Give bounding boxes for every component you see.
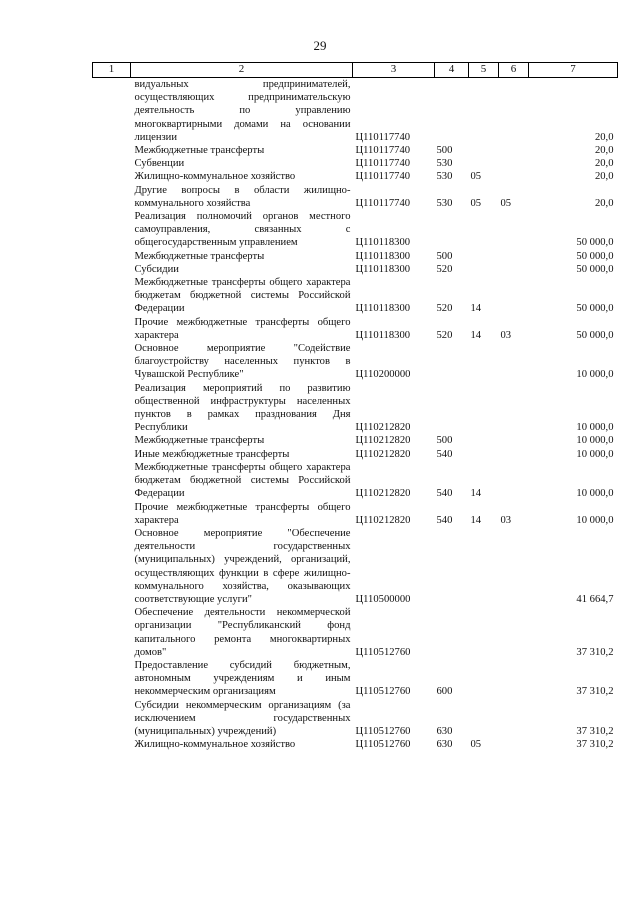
cell-empty bbox=[93, 448, 131, 461]
cell-rz bbox=[469, 342, 499, 382]
table-row bbox=[93, 606, 618, 659]
cell-code: Ц110212820 bbox=[355, 448, 411, 460]
cell-sum: 20,0 bbox=[594, 197, 614, 209]
cell-rz: 14 bbox=[470, 329, 482, 341]
cell-sum: 10 000,0 bbox=[576, 514, 614, 526]
table-row bbox=[93, 382, 618, 435]
cell-vr bbox=[435, 342, 469, 382]
table-body bbox=[93, 78, 618, 752]
cell-pr bbox=[499, 144, 529, 157]
cell-empty bbox=[93, 250, 131, 263]
table-row bbox=[93, 434, 618, 447]
cell-code: Ц110118300 bbox=[355, 303, 411, 315]
cell-pr bbox=[499, 434, 529, 447]
cell-rz: 14 bbox=[470, 488, 482, 500]
cell-code: Ц110117740 bbox=[355, 131, 411, 143]
cell-sum: 50 000,0 bbox=[576, 250, 614, 262]
cell-pr bbox=[499, 170, 529, 183]
cell-sum: 20,0 bbox=[594, 171, 614, 183]
cell-sum: 20,0 bbox=[594, 145, 614, 157]
table-row bbox=[93, 78, 618, 145]
cell-vr: 540 bbox=[436, 448, 453, 460]
cell-rz bbox=[469, 78, 499, 145]
table-row bbox=[93, 263, 618, 276]
cell-name: Межбюджетные трансферты bbox=[134, 250, 265, 262]
cell-name: Прочие межбюджетные трансферты общего характера bbox=[134, 316, 351, 341]
cell-rz bbox=[469, 382, 499, 435]
cell-code: Ц110212820 bbox=[355, 514, 411, 526]
table-row bbox=[93, 144, 618, 157]
cell-pr bbox=[499, 78, 529, 145]
cell-sum: 10 000,0 bbox=[576, 435, 614, 447]
cell-name: Реализация мероприятий по развитию общественной инфраструктуры населенных пунктов в рамках празднования Дня Республики bbox=[134, 382, 351, 434]
cell-rz: 14 bbox=[470, 303, 482, 315]
cell-pr bbox=[499, 659, 529, 699]
cell-code: Ц110118300 bbox=[355, 237, 411, 249]
cell-sum: 50 000,0 bbox=[576, 303, 614, 315]
cell-pr bbox=[499, 699, 529, 739]
table-row bbox=[93, 448, 618, 461]
cell-empty bbox=[93, 699, 131, 739]
table-row bbox=[93, 276, 618, 316]
cell-empty bbox=[93, 527, 131, 606]
cell-rz bbox=[469, 434, 499, 447]
cell-name: Субсидии bbox=[134, 263, 179, 275]
cell-sum: 10 000,0 bbox=[576, 488, 614, 500]
cell-rz bbox=[469, 157, 499, 170]
cell-sum: 50 000,0 bbox=[576, 329, 614, 341]
cell-sum: 37 310,2 bbox=[576, 725, 614, 737]
cell-pr bbox=[499, 738, 529, 751]
cell-vr: 530 bbox=[436, 158, 453, 170]
header-col-6: 6 bbox=[499, 63, 529, 78]
cell-rz: 05 bbox=[470, 739, 482, 751]
cell-sum: 37 310,2 bbox=[576, 646, 614, 658]
cell-empty bbox=[93, 316, 131, 342]
cell-empty bbox=[93, 606, 131, 659]
budget-table bbox=[92, 62, 618, 751]
cell-vr: 520 bbox=[436, 303, 453, 315]
header-col-7: 7 bbox=[529, 63, 618, 78]
cell-sum: 50 000,0 bbox=[576, 237, 614, 249]
cell-sum: 10 000,0 bbox=[576, 369, 614, 381]
cell-empty bbox=[93, 263, 131, 276]
cell-pr bbox=[499, 263, 529, 276]
cell-pr bbox=[499, 382, 529, 435]
cell-vr: 520 bbox=[436, 329, 453, 341]
cell-empty bbox=[93, 342, 131, 382]
cell-code: Ц110200000 bbox=[355, 369, 411, 381]
cell-code: Ц110512760 bbox=[355, 739, 411, 751]
cell-empty bbox=[93, 501, 131, 527]
cell-code: Ц110117740 bbox=[355, 158, 411, 170]
header-col-1: 1 bbox=[93, 63, 131, 78]
cell-name: Субвенции bbox=[134, 158, 185, 170]
cell-rz bbox=[469, 448, 499, 461]
table-row bbox=[93, 250, 618, 263]
cell-pr bbox=[499, 461, 529, 501]
header-col-5: 5 bbox=[469, 63, 499, 78]
cell-code: Ц110212820 bbox=[355, 422, 411, 434]
table-row bbox=[93, 501, 618, 527]
cell-name: Предоставление субсидий бюджетным, автономным учреждениям и иным некоммерческим организациям bbox=[134, 659, 351, 698]
cell-code: Ц110500000 bbox=[355, 593, 411, 605]
cell-name: Субсидии некоммерческим организациям (за исключением государственных (муниципальных) учреждений) bbox=[134, 699, 351, 737]
cell-vr: 630 bbox=[436, 739, 453, 751]
cell-vr: 500 bbox=[436, 145, 453, 157]
cell-code: Ц110512760 bbox=[355, 725, 411, 737]
cell-code: Ц110118300 bbox=[355, 250, 411, 262]
table-row bbox=[93, 659, 618, 699]
cell-vr: 500 bbox=[436, 435, 453, 447]
cell-name: Реализация полномочий органов местного самоуправления, связанных с общегосударственным управлением bbox=[134, 211, 351, 249]
cell-vr: 520 bbox=[436, 263, 453, 275]
cell-sum: 37 310,2 bbox=[576, 686, 614, 698]
cell-pr bbox=[499, 448, 529, 461]
cell-name: Межбюджетные трансферты общего характера бюджетам бюджетной системы Российской Федерации bbox=[134, 277, 351, 315]
cell-code: Ц110117740 bbox=[355, 197, 411, 209]
cell-empty bbox=[93, 276, 131, 316]
cell-vr bbox=[435, 382, 469, 435]
cell-vr: 600 bbox=[436, 686, 453, 698]
table-row bbox=[93, 342, 618, 382]
cell-empty bbox=[93, 434, 131, 447]
table-row bbox=[93, 210, 618, 250]
cell-rz bbox=[469, 144, 499, 157]
cell-empty bbox=[93, 170, 131, 183]
cell-rz bbox=[469, 263, 499, 276]
cell-code: Ц110512760 bbox=[355, 646, 411, 658]
cell-sum: 20,0 bbox=[594, 158, 614, 170]
cell-vr: 630 bbox=[436, 725, 453, 737]
cell-rz bbox=[469, 250, 499, 263]
cell-empty bbox=[93, 144, 131, 157]
table-row bbox=[93, 527, 618, 606]
cell-code: Ц110512760 bbox=[355, 686, 411, 698]
cell-rz: 14 bbox=[470, 514, 482, 526]
cell-name: Иные межбюджетные трансферты bbox=[134, 448, 290, 460]
cell-empty bbox=[93, 78, 131, 145]
cell-pr bbox=[499, 157, 529, 170]
cell-code: Ц110117740 bbox=[355, 171, 411, 183]
cell-pr bbox=[499, 606, 529, 659]
cell-rz bbox=[469, 699, 499, 739]
cell-rz: 05 bbox=[470, 197, 482, 209]
cell-rz bbox=[469, 606, 499, 659]
table-row bbox=[93, 316, 618, 342]
cell-name: Прочие межбюджетные трансферты общего характера bbox=[134, 501, 351, 526]
cell-name: Основное мероприятие "Содействие благоустройству населенных пунктов в Чувашской Республике" bbox=[134, 343, 351, 381]
cell-sum: 50 000,0 bbox=[576, 263, 614, 275]
cell-pr bbox=[499, 527, 529, 606]
cell-name: видуальных предпринимателей, осуществляющих предпринимательскую деятельность по управлению многоквартирными домами на основании лицензии bbox=[134, 79, 351, 143]
cell-pr bbox=[499, 250, 529, 263]
cell-vr: 540 bbox=[436, 514, 453, 526]
cell-empty bbox=[93, 461, 131, 501]
cell-rz bbox=[469, 659, 499, 699]
table-row bbox=[93, 699, 618, 739]
cell-name: Межбюджетные трансферты bbox=[134, 435, 265, 447]
cell-vr bbox=[435, 78, 469, 145]
cell-pr bbox=[499, 210, 529, 250]
cell-sum: 10 000,0 bbox=[576, 422, 614, 434]
cell-sum: 37 310,2 bbox=[576, 739, 614, 751]
cell-name: Обеспечение деятельности некоммерческой организации "Республиканский фонд капитального ремонта многоквартирных домов" bbox=[134, 607, 351, 658]
cell-name: Основное мероприятие "Обеспечение деятельности государственных (муниципальных) учреждений, организаций, осуществляющих функции в сфере жилищно-коммунального хозяйства, оказывающих соответствующие услуги" bbox=[134, 527, 351, 605]
cell-sum: 41 664,7 bbox=[576, 593, 614, 605]
table-row bbox=[93, 170, 618, 183]
cell-empty bbox=[93, 382, 131, 435]
table-header-row bbox=[93, 63, 618, 78]
header-col-4: 4 bbox=[435, 63, 469, 78]
cell-vr: 540 bbox=[436, 488, 453, 500]
cell-rz: 05 bbox=[470, 171, 482, 183]
cell-name: Жилищно-коммунальное хозяйство bbox=[134, 171, 296, 183]
header-col-3: 3 bbox=[353, 63, 435, 78]
cell-name: Межбюджетные трансферты общего характера бюджетам бюджетной системы Российской Федерации bbox=[134, 461, 351, 500]
cell-empty bbox=[93, 184, 131, 210]
cell-vr: 500 bbox=[436, 250, 453, 262]
cell-vr bbox=[435, 606, 469, 659]
cell-sum: 10 000,0 bbox=[576, 448, 614, 460]
cell-vr: 530 bbox=[436, 171, 453, 183]
cell-code: Ц110117740 bbox=[355, 145, 411, 157]
cell-name: Жилищно-коммунальное хозяйство bbox=[134, 739, 296, 751]
cell-name: Межбюджетные трансферты bbox=[134, 145, 265, 157]
cell-name: Другие вопросы в области жилищно-коммунального хозяйства bbox=[134, 184, 351, 209]
table-row bbox=[93, 461, 618, 501]
cell-pr: 03 bbox=[500, 329, 512, 341]
cell-rz bbox=[469, 210, 499, 250]
cell-empty bbox=[93, 157, 131, 170]
cell-pr bbox=[499, 342, 529, 382]
cell-code: Ц110118300 bbox=[355, 329, 411, 341]
table-row bbox=[93, 738, 618, 751]
cell-vr bbox=[435, 527, 469, 606]
cell-empty bbox=[93, 210, 131, 250]
cell-rz bbox=[469, 527, 499, 606]
page-number: 29 bbox=[313, 38, 327, 53]
cell-code: Ц110212820 bbox=[355, 435, 411, 447]
cell-code: Ц110212820 bbox=[355, 488, 411, 500]
table-row bbox=[93, 184, 618, 210]
header-col-2: 2 bbox=[131, 63, 353, 78]
cell-empty bbox=[93, 738, 131, 751]
cell-vr: 530 bbox=[436, 197, 453, 209]
cell-code: Ц110118300 bbox=[355, 263, 411, 275]
cell-sum: 20,0 bbox=[594, 131, 614, 143]
cell-pr: 05 bbox=[500, 197, 512, 209]
cell-pr bbox=[499, 276, 529, 316]
table-row bbox=[93, 157, 618, 170]
cell-empty bbox=[93, 659, 131, 699]
cell-pr: 03 bbox=[500, 514, 512, 526]
cell-vr bbox=[435, 210, 469, 250]
